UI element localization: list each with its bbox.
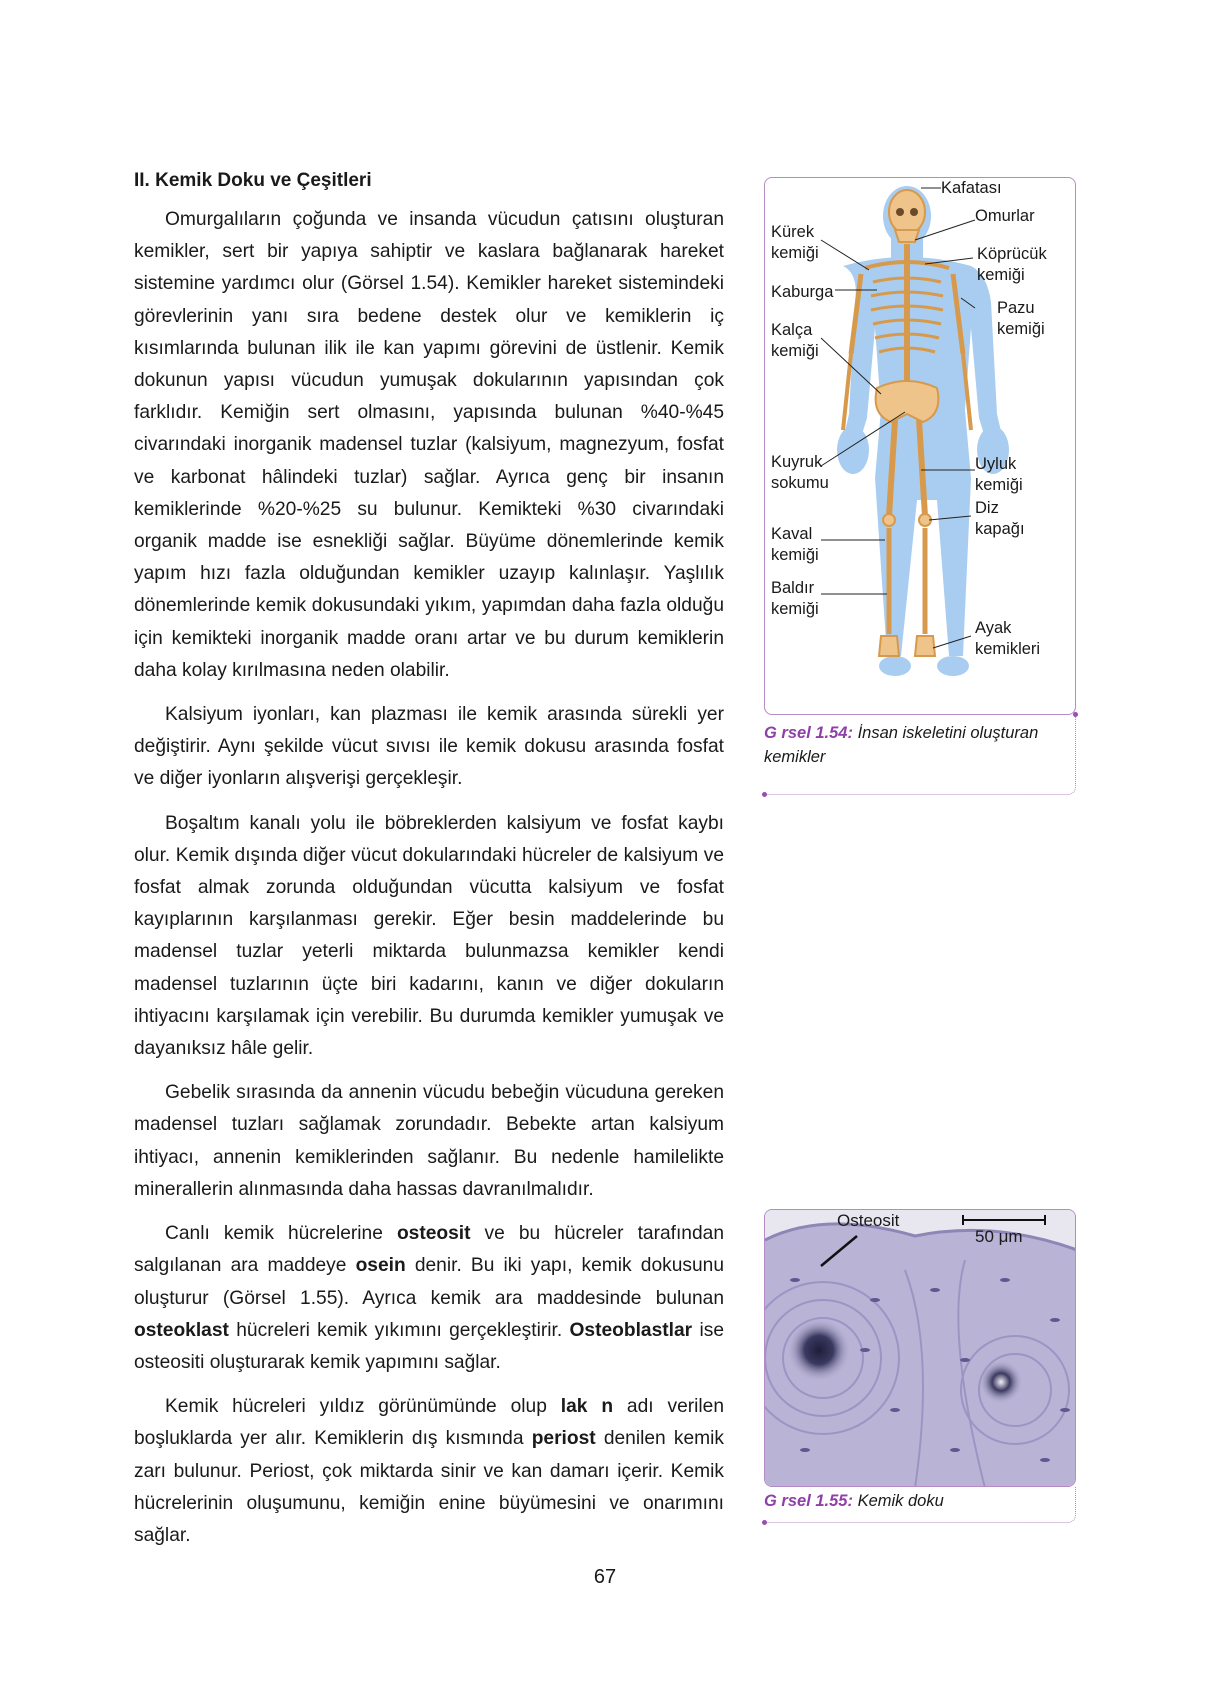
scale-label: 50 μm — [975, 1227, 1023, 1246]
label-kaval-kemigi: Kaval kemiği — [771, 525, 819, 564]
label-kalca-kemigi: Kalça kemiği — [771, 321, 819, 360]
label-ayak-kemikleri: Ayak kemikleri — [975, 619, 1041, 658]
label-omurlar: Omurlar — [975, 207, 1035, 225]
paragraph-3: Boşaltım kanalı yolu ile böbreklerden kalsiyum ve fosfat kaybı olur. Kemik dışında diğer vücut dokularındaki hücreler de kalsiyum ve fosfat almak zorunda olduğundan vücutta kalsiyum ve fosfat kayıplarının karşılanması gerekir. Eğer besin maddelerinde bu madensel tuzlar yeterli miktarda bulunmazsa kemikler kendi madensel tuzlarının üçte biri kadarını, kanın ve diğer dokuların ihtiyacını karşılamak için verebilir. Bu durumda kemikler yumuşak ve dayanıksız hâle gelir. — [134, 812, 724, 1060]
figure-caption-1 — [764, 721, 1064, 769]
section-heading: II. Kemik Doku ve Çeşitleri — [134, 170, 372, 191]
term-periost: periost — [531, 1428, 596, 1450]
paragraph-2: Kalsiyum iyonları, kan plazması ile kemik arasında sürekli yer değiştirir. Aynı şekilde vücut sıvısı ile kemik dokusu arasında fosfat ve diğer iyonların alışverişi gerçekleşir. — [134, 704, 724, 790]
text-span: Canlı kemik hücrelerine — [165, 1223, 397, 1245]
label-kopruccuk-kemigi: Köprücük kemiği — [977, 245, 1047, 284]
text-span: ve bu hücreler tarafından salgılanan ara maddeye — [134, 1223, 724, 1277]
caption-dot — [762, 792, 767, 797]
label-kafatasi: Kafatası — [941, 179, 1002, 197]
term-osein: osein — [355, 1255, 406, 1277]
text-span: denir. Bu iki yapı, kemik dokusunu oluşturur (Görsel 1.55). Ayrıca kemik ara maddesinde bulunan — [134, 1255, 724, 1309]
caption-label: G rsel 1.55: — [764, 1492, 853, 1510]
text-span: ise osteositi oluşturarak kemik yapımını sağlar. — [134, 1319, 724, 1373]
main-column — [134, 170, 724, 1564]
label-diz-kapagi: Diz kapağı — [975, 499, 1025, 538]
term-osteosit: osteosit — [396, 1223, 471, 1245]
term-lakun: lak n — [560, 1396, 614, 1418]
figure-caption-2 — [764, 1489, 1064, 1513]
caption-box-2 — [764, 1487, 1076, 1523]
caption-text: Kemik doku — [852, 1492, 944, 1510]
caption-dot — [1073, 712, 1078, 717]
figure-skeleton — [764, 177, 1076, 715]
label-uyluk-kemigi: Uyluk kemiği — [975, 455, 1023, 494]
haversian-canal — [787, 1318, 851, 1382]
term-osteoblast: Osteoblastlar — [569, 1319, 693, 1341]
text-span: hücreleri kemik yıkımını gerçekleştirir. — [228, 1319, 570, 1341]
paragraph-6 — [134, 1391, 724, 1552]
label-kuyruk-sokumu: Kuyruk sokumu — [771, 453, 829, 492]
figure-bone-tissue — [764, 1209, 1076, 1487]
label-baldir-kemigi: Baldır kemiği — [771, 579, 819, 618]
page-number: 67 — [593, 1566, 617, 1588]
paragraph-5 — [134, 1218, 724, 1379]
label-kurek-kemigi: Kürek kemiği — [771, 223, 819, 262]
bone-tissue-micrograph — [765, 1210, 1076, 1487]
paragraph-1: Omurgalıların çoğunda ve insanda vücudun çatısını oluşturan kemikler, sert bir yapıya sahiptir ve kaslara bağlanarak hareket sistemine yardımcı olur (Görsel 1.54). Kemikler hareket sistemindeki görevlerinin yanı sıra bedene destek olur ve kemiklerin iç kısımlarında bulunan ilik ile kan yapımı görevini de üstlenir. Kemik dokunun yapısı vücudun yumuşak dokularının yapısından çok farklıdır. Kemiğin sert olmasını, yapısında bulunan %40-%45 civarındaki inorganik madensel tuzlar (kalsiyum, magnezyum, fosfat ve karbonat hâlindeki tuzlar) sağlar. Ayrıca genç bir insanın kemiklerinde %20-%25 su bulunur. Kemikteki %30 civarındaki organik madde ise esnekliği sağlar. Büyüme dönemlerinde kemik yapım hızı fazla olduğundan kemikler uzayıp kalınlaşır. Yaşlılık dönemlerinde kemik dokusundaki yıkım, yapımdan daha fazla olduğu için kemikteki inorganik madde oranı artar ve bu durum kemiklerin daha kolay kırılmasına neden olabilir. — [134, 209, 724, 681]
term-osteoklast: osteoklast — [134, 1319, 229, 1341]
caption-text: İnsan iskeletini oluşturan kemikler — [764, 724, 1039, 766]
caption-dot — [762, 1520, 767, 1525]
paragraph-4: Gebelik sırasında da annenin vücudu bebeğin vücuduna gereken madensel tuzları sağlamak zorundadır. Bebekte artan kalsiyum ihtiyacı, annenin kemiklerinden sağlanır. Bu nedenle hamilelikte minerallerin alınmasında daha hassas davranılmalıdır. — [134, 1082, 724, 1200]
caption-box-1 — [764, 715, 1076, 795]
label-kaburga: Kaburga — [771, 283, 834, 301]
label-osteosit: Osteosit — [837, 1211, 900, 1230]
text-span: Kemik hücreleri yıldız görünümünde olup — [165, 1396, 561, 1418]
caption-label: G rsel 1.54: — [764, 724, 853, 742]
haversian-canal — [979, 1360, 1023, 1404]
text-span: adı verilen boşluklarda yer alır. Kemiklerin dış kısmında — [134, 1396, 724, 1450]
label-pazu-kemigi: Pazu kemiği — [997, 299, 1045, 338]
text-span: denilen kemik zarı bulunur. Periost, çok miktarda sinir ve kan damarı içerir. Kemik hücrelerinin oluşumunu, kemiğin enine büyümesini ve onarımını sağlar. — [134, 1428, 724, 1546]
